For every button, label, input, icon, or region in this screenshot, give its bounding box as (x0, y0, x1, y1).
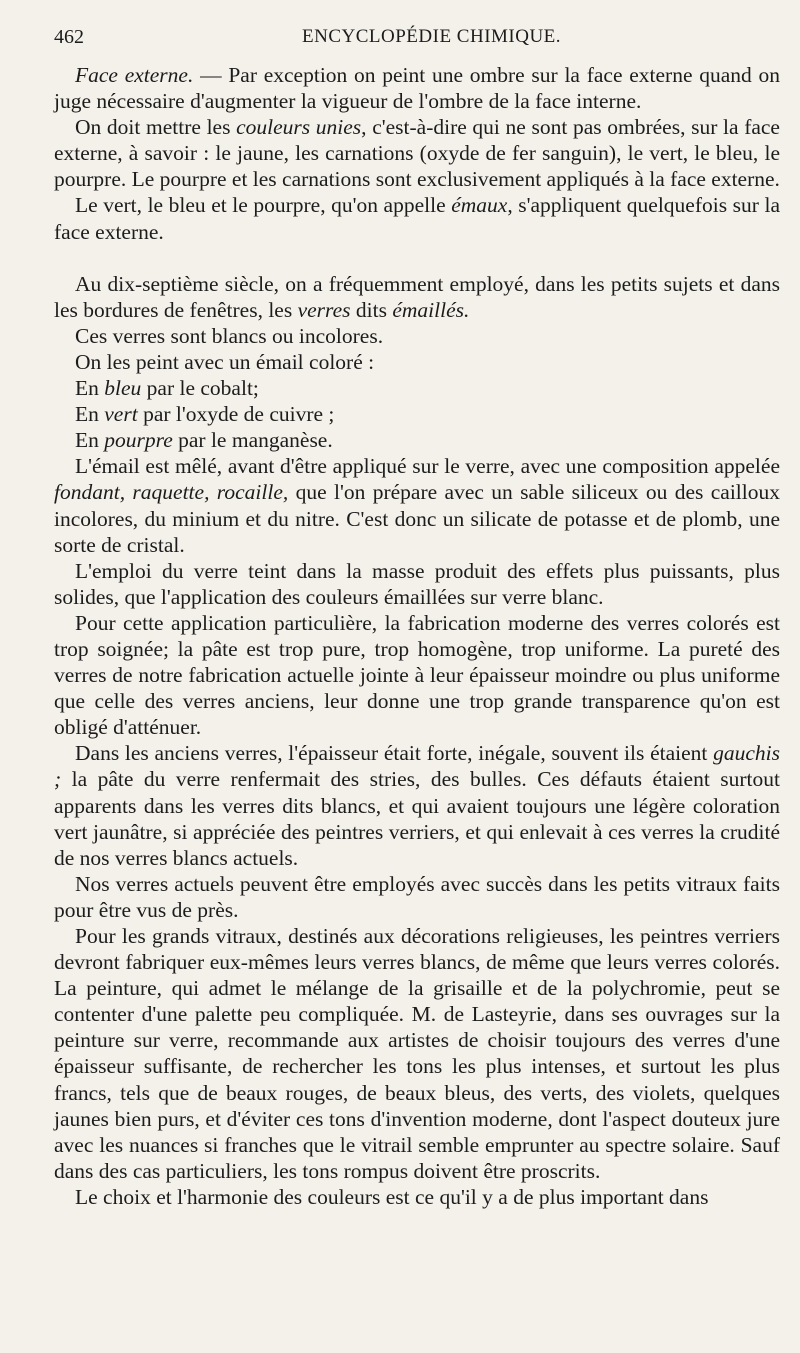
running-title: ENCYCLOPÉDIE CHIMIQUE. (302, 26, 562, 47)
text-run: Dans les anciens verres, l'épaisseur était forte, inégale, souvent ils étaient (75, 741, 714, 766)
paragraph (54, 558, 780, 610)
text-run: par l'oxyde de cuivre ; (137, 402, 335, 427)
italic-text: fondant, raquette, rocaille, (54, 480, 289, 505)
text-run: Pour cette application particulière, la fabrication moderne des verres colorés est trop soignée; la pâte est trop pure, trop homogène, trop uniforme. La pureté des verres de notre fabrication actuelle jointe à leur épaisseur moindre ou plus uniforme que celle des verres anciens, leur donne une trop grande transparence qu'on est obligé d'atténuer. (54, 610, 780, 740)
text-run: Pour les grands vitraux, destinés aux décorations religieuses, les peintres verriers devront fabriquer eux-mêmes leurs verres blancs, de même que leurs verres colorés. La peinture, qui admet le mélange de la grisaille et de la polychromie, peut se contenter d'une palette peu compliquée. M. de Lasteyrie, dans ses ouvrages sur la peinture sur verre, recommande aux artistes de choisir toujours des verres d'une épaisseur suffisante, de rechercher les tons les plus intenses, et surtout les plus francs, tels que de beaux rouges, de beaux bleus, des verts, des violets, quelques jaunes bien purs, et d'éviter ces tons d'invention moderne, dont l'aspect douteux jure avec les nuances si franches que le vitrail semble emprunter au spectre solaire. Sauf dans des cas particuliers, les tons rompus doivent être proscrits. (54, 924, 780, 1183)
italic-text: émaillés. (392, 297, 470, 322)
text-run: par le cobalt; (141, 376, 259, 401)
text-run: L'émail est mêlé, avant d'être appliqué sur le verre, avec une composition appelée (75, 454, 780, 479)
text-run: , s'appliquent quelquefois sur la face externe. (54, 193, 780, 244)
italic-text: bleu (104, 376, 142, 401)
paragraph (54, 114, 780, 192)
italic-text: couleurs unies (236, 115, 362, 140)
text-run: Ces verres sont blancs ou incolores. (75, 323, 384, 348)
paragraph (54, 871, 780, 923)
paragraph (54, 323, 780, 349)
italic-text: vert (104, 402, 138, 427)
text-run: En (75, 376, 105, 401)
paragraph (54, 375, 780, 401)
page-number: 462 (54, 26, 84, 48)
page-header (54, 26, 770, 52)
paragraph (54, 923, 780, 1184)
paragraph (54, 271, 780, 323)
paragraph (54, 427, 780, 453)
paragraph (54, 610, 780, 740)
italic-text: Face externe. (75, 63, 194, 87)
paragraph (54, 453, 780, 557)
text-run: En (75, 428, 105, 453)
text-run: On les peint avec un émail coloré : (75, 349, 375, 374)
text-run: Le vert, le bleu et le pourpre, qu'on appelle (75, 193, 452, 218)
paragraph (54, 740, 780, 870)
paragraph (54, 349, 780, 375)
text-run: Le choix et l'harmonie des couleurs est ce qu'il y a de plus important dans (75, 1184, 709, 1209)
text-run: L'emploi du verre teint dans la masse produit des effets plus puissants, plus solides, que l'application des couleurs émaillées sur verre blanc. (54, 558, 780, 609)
text-run: Nos verres actuels peuvent être employés avec succès dans les petits vitraux faits pour être vus de près. (54, 871, 780, 922)
text-run: Au dix-septième siècle, on a fréquemment employé, dans les petits sujets et dans les bordures de fenêtres, les (54, 271, 780, 322)
text-run: On doit mettre les (75, 115, 237, 140)
text-run: la pâte du verre renfermait des stries, des bulles. Ces défauts étaient surtout apparents dans les verres dits blancs, et qui avaient toujours une légère coloration vert jaunâtre, si appréciée des peintres verriers, et qui enlevait à ces verres la crudité de nos verres blancs actuels. (54, 767, 780, 870)
text-run: par le manganèse. (172, 428, 333, 453)
paragraph (54, 1184, 780, 1210)
italic-text: pourpre (104, 428, 173, 453)
text-run: que l'on prépare avec un sable siliceux ou des cailloux incolores, du minium et du nitre. C'est donc un silicate de potasse et de plomb, une sorte de cristal. (54, 480, 780, 557)
text-run: — Par exception on peint une ombre sur la face externe quand on juge nécessaire d'augmenter la vigueur de l'ombre de la face interne. (54, 63, 780, 114)
paragraph (54, 192, 780, 244)
text-run: En (75, 402, 105, 427)
italic-text: verres (297, 297, 351, 322)
italic-text: gauchis ; (54, 741, 780, 792)
text-run: , c'est-à-dire qui ne sont pas ombrées, sur la face externe, à savoir : le jaune, les carnations (oxyde de fer sanguin), le vert, le bleu, le pourpre. Le pourpre et les carnations sont exclusivement appliqués à la face externe. (54, 115, 780, 192)
text-run: dits (350, 297, 393, 322)
paragraph (54, 401, 780, 427)
italic-text: émaux (451, 193, 508, 218)
body-text (54, 62, 780, 1210)
paragraph (54, 62, 780, 114)
